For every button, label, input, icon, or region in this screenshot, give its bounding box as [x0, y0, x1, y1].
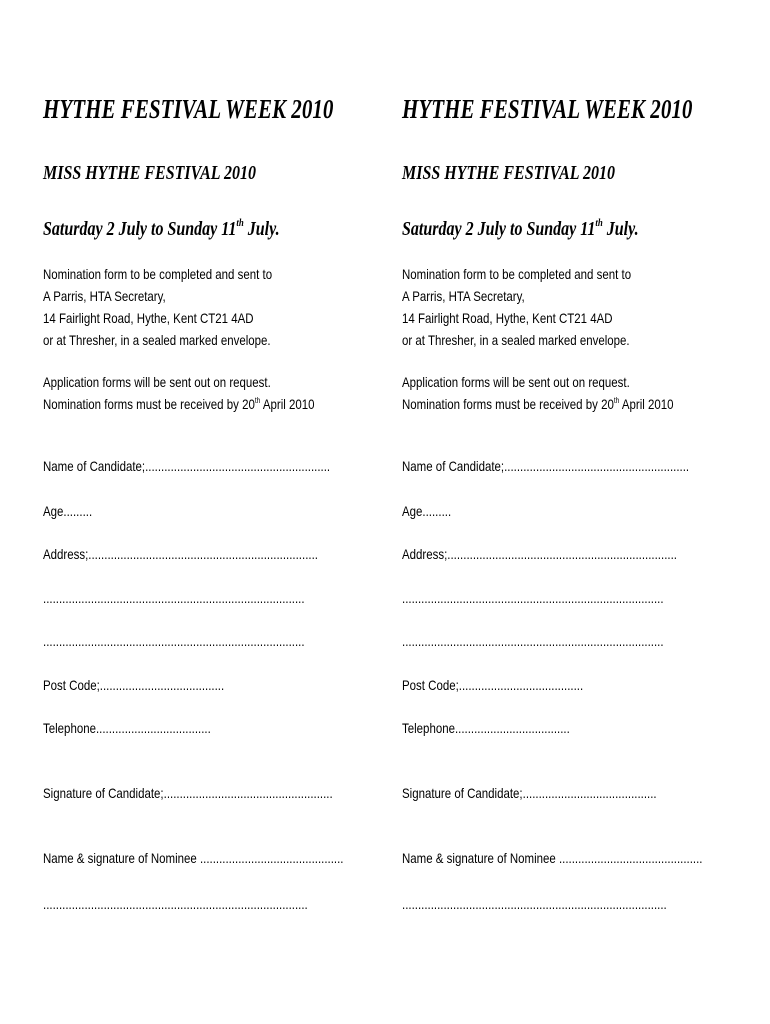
age-field[interactable]: Age......... — [43, 503, 93, 519]
postcode-field[interactable]: Post Code;....................................... — [43, 677, 225, 693]
candidate-signature-field[interactable]: Signature of Candidate;.......................................... — [402, 785, 657, 801]
notes-deadline — [402, 393, 674, 415]
form-title: HYTHE FESTIVAL WEEK 2010 — [402, 94, 693, 124]
deadline-superscript: th — [254, 396, 261, 405]
notes — [402, 371, 674, 415]
deadline-text: Nomination forms must be received by 20 — [43, 396, 255, 412]
notes-line: Application forms will be sent out on request. — [43, 374, 271, 390]
instructions-line: or at Thresher, in a sealed marked envelope. — [43, 332, 271, 348]
dates-suffix: July. — [602, 218, 639, 240]
festival-dates — [402, 218, 639, 241]
address-field[interactable]: Address;........................................................................ — [402, 546, 677, 562]
instructions — [43, 263, 272, 351]
nominee-field[interactable]: Name & signature of Nominee ............................................. — [402, 850, 703, 866]
telephone-field[interactable]: Telephone.................................... — [402, 720, 570, 736]
instructions-line: 14 Fairlight Road, Hythe, Kent CT21 4AD — [402, 310, 613, 326]
postcode-field[interactable]: Post Code;....................................... — [402, 677, 584, 693]
instructions — [402, 263, 631, 351]
notes-deadline — [43, 393, 315, 415]
form-subtitle: MISS HYTHE FESTIVAL 2010 — [402, 162, 615, 184]
address-line-3-field[interactable]: .................................................................................. — [402, 633, 664, 649]
deadline-suffix: April 2010 — [619, 396, 674, 412]
form-title: HYTHE FESTIVAL WEEK 2010 — [43, 94, 334, 124]
instructions-line: Nomination form to be completed and sent to — [43, 266, 273, 282]
deadline-suffix: April 2010 — [260, 396, 315, 412]
dates-superscript: th — [595, 217, 603, 229]
deadline-superscript: th — [613, 396, 620, 405]
nominee-field[interactable]: Name & signature of Nominee ............................................. — [43, 850, 344, 866]
dates-suffix: July. — [243, 218, 280, 240]
dates-superscript: th — [236, 217, 244, 229]
instructions-line: 14 Fairlight Road, Hythe, Kent CT21 4AD — [43, 310, 254, 326]
notes-line: Application forms will be sent out on request. — [402, 374, 630, 390]
instructions-line: A Parris, HTA Secretary, — [43, 288, 166, 304]
instructions-line: Nomination form to be completed and sent to — [402, 266, 632, 282]
form-subtitle: MISS HYTHE FESTIVAL 2010 — [43, 162, 256, 184]
address-line-3-field[interactable]: .................................................................................. — [43, 633, 305, 649]
festival-dates — [43, 218, 280, 241]
nominee-line-2-field[interactable]: ................................................................................... — [402, 896, 667, 912]
instructions-line: or at Thresher, in a sealed marked envelope. — [402, 332, 630, 348]
notes — [43, 371, 315, 415]
deadline-text: Nomination forms must be received by 20 — [402, 396, 614, 412]
candidate-name-field[interactable]: Name of Candidate;.......................................................... — [402, 458, 690, 474]
address-field[interactable]: Address;........................................................................ — [43, 546, 318, 562]
address-line-2-field[interactable]: .................................................................................. — [43, 590, 305, 606]
telephone-field[interactable]: Telephone.................................... — [43, 720, 211, 736]
age-field[interactable]: Age......... — [402, 503, 452, 519]
nominee-line-2-field[interactable]: ................................................................................... — [43, 896, 308, 912]
candidate-name-field[interactable]: Name of Candidate;.......................................................... — [43, 458, 331, 474]
instructions-line: A Parris, HTA Secretary, — [402, 288, 525, 304]
dates-text: Saturday 2 July to Sunday 11 — [43, 218, 237, 240]
candidate-signature-field[interactable]: Signature of Candidate;..................................................... — [43, 785, 333, 801]
address-line-2-field[interactable]: .................................................................................. — [402, 590, 664, 606]
dates-text: Saturday 2 July to Sunday 11 — [402, 218, 596, 240]
